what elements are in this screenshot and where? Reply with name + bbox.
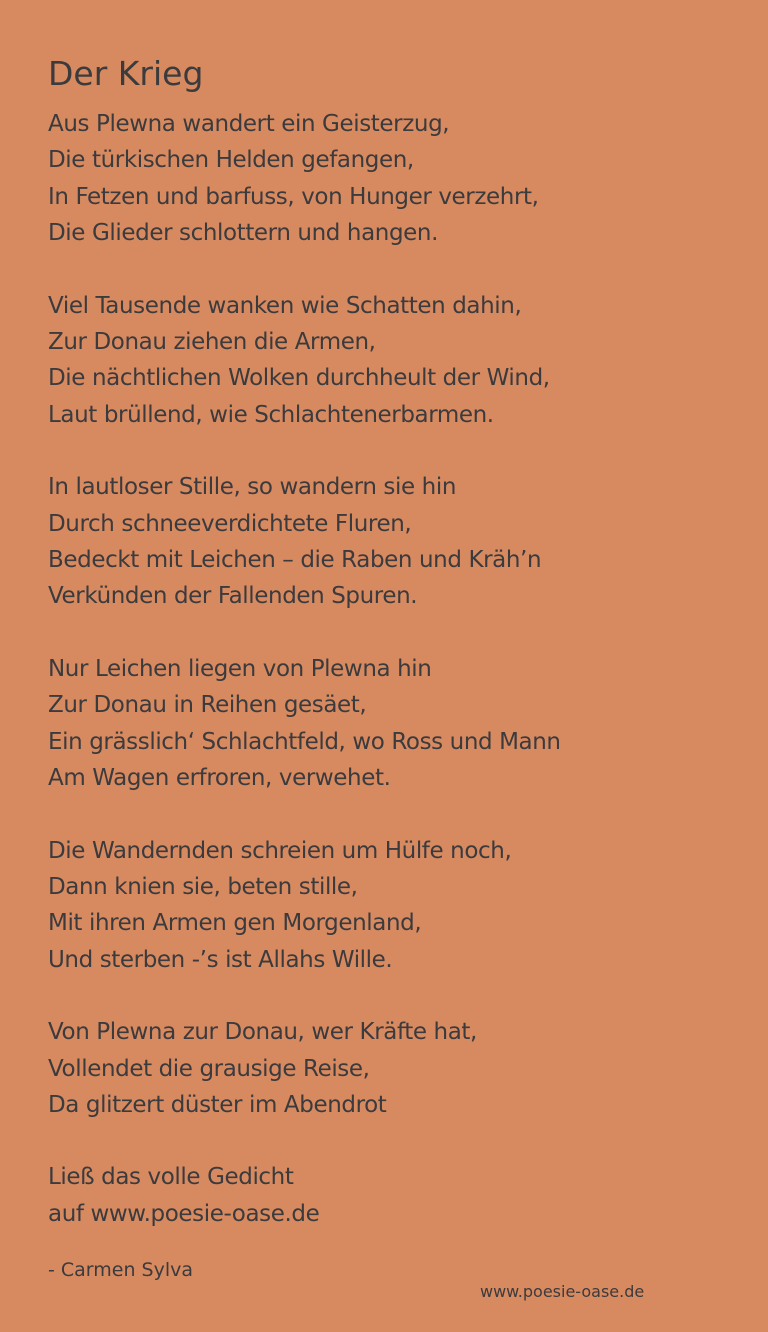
poem-line: Die türkischen Helden gefangen, [48,147,414,174]
poem-line: Von Plewna zur Donau, wer Kräfte hat, [48,1019,477,1046]
author-credit: - Carmen Sylva [48,1259,194,1281]
stanza-4 [48,651,738,797]
poem-line: Durch schneeverdichtete Fluren, [48,510,412,537]
poem-line: Mit ihren Armen gen Morgenland, [48,910,422,937]
read-more-note [48,1159,738,1232]
poem-line: Laut brüllend, wie Schlachtenerbarmen. [48,401,494,428]
poem-line: Zur Donau ziehen die Armen, [48,329,376,356]
poem-line: Die nächtlichen Wolken durchheult der Wind, [48,365,550,392]
poem-line: Ein grässlich‘ Schlachtfeld, wo Ross und Mann [48,728,561,755]
poem-title: Der Krieg [48,54,204,93]
poem-line: Zur Donau in Reihen gesäet, [48,692,367,719]
poem-line: Und sterben -’s ist Allahs Wille. [48,946,393,973]
poem-line: Dann knien sie, beten stille, [48,873,358,900]
poem-line: Aus Plewna wandert ein Geisterzug, [48,111,450,137]
read-more-link[interactable]: auf www.poesie-oase.de [48,1200,320,1227]
poem-line: Da glitzert düster im Abendrot [48,1091,387,1118]
stanza-1 [48,106,738,252]
read-more-line: Ließ das volle Gedicht [48,1164,294,1191]
poem-line: Verkünden der Fallenden Spuren. [48,583,418,610]
poem-line: In Fetzen und barfuss, von Hunger verzehrt, [48,183,539,210]
stanza-6 [48,1014,738,1123]
poem-line: In lautloser Stille, so wandern sie hin [48,474,456,501]
poem-body [48,106,738,1268]
poem-line: Die Wandernden schreien um Hülfe noch, [48,837,512,864]
poem-line: Nur Leichen liegen von Plewna hin [48,655,432,682]
stanza-3 [48,469,738,615]
poem-line: Am Wagen erfroren, verwehet. [48,765,391,792]
stanza-2 [48,288,738,434]
website-watermark[interactable]: www.poesie-oase.de [480,1282,645,1301]
poem-line: Vollendet die grausige Reise, [48,1055,370,1082]
stanza-5 [48,833,738,979]
poem-line: Bedeckt mit Leichen – die Raben und Kräh’n [48,547,542,574]
poem-line: Viel Tausende wanken wie Schatten dahin, [48,292,522,319]
poem-line: Die Glieder schlottern und hangen. [48,220,438,247]
